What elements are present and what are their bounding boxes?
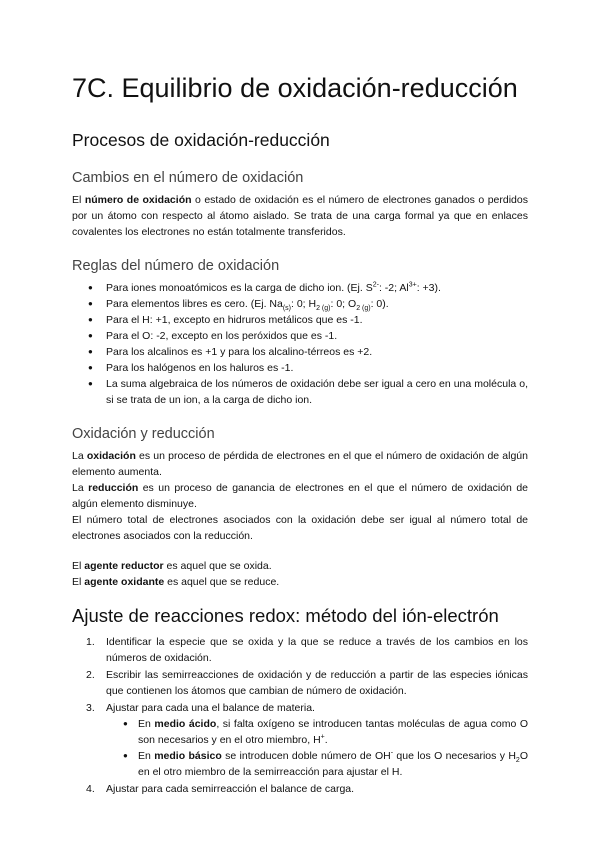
bold-term: oxidación (86, 450, 136, 462)
list-item: ● La suma algebraica de los números de oxidación debe ser igual a cero en una molécula o, si se trata de un ion, a la carga de dicho ion. (106, 376, 528, 408)
text: , si falta oxígeno se introducen tantas moléculas de agua como O son necesarios y en el otro miembro, H (138, 718, 528, 746)
paragraph-agente-reductor (72, 558, 528, 574)
bold-term: número de oxidación (84, 194, 192, 206)
list-item: ● Para el O: -2, excepto en los peróxidos que es -1. (106, 328, 528, 344)
subscript: 2 (515, 757, 520, 765)
text: : 0; O (330, 298, 357, 310)
text: o estado de oxidación es el número de electrones ganados o perdidos por un átomo con respecto al átomo aislado. Se trata de una carga formal ya que en enlaces covalentes los electrones no están totalmente transferidos. (72, 194, 528, 238)
list-item (138, 748, 528, 780)
superscript: 2- (372, 281, 379, 289)
text: O en el otro miembro de la semirreacción para ajustar el H. (138, 750, 528, 778)
superscript: - (390, 749, 394, 757)
paragraph-electrones: El número total de electrones asociados con la oxidación debe ser igual al número total de electrones asociados con la reducción. (72, 514, 528, 542)
section-title-procesos: Procesos de oxidación-reducción (72, 130, 330, 150)
text: Para elementos libres es cero. (Ej. Na (106, 298, 283, 310)
list-item (138, 716, 528, 748)
text: El (72, 560, 85, 572)
text: Ajustar para cada semirreacción el balance de carga. (106, 783, 355, 795)
text: : +3). (416, 282, 441, 294)
text: es un proceso de ganancia de electrones en el que el número de oxidación de algún elemento disminuye. (72, 482, 528, 510)
subscript: 2 (g) (316, 305, 331, 313)
page-title: 7C. Equilibrio de oxidación-reducción (72, 73, 518, 103)
text: El (72, 576, 85, 588)
section-title-ajuste: Ajuste de reacciones redox: método del ión-electrón (72, 605, 499, 626)
step-number: 1. (86, 636, 95, 648)
list-item: ● Para los alcalinos es +1 y para los alcalino-térreos es +2. (106, 344, 528, 360)
step-number: 4. (86, 783, 95, 795)
list-item: ● Para los halógenos en los haluros es -1. (106, 360, 528, 376)
list-item (86, 700, 528, 780)
text: Escribir las semirreacciones de oxidación y de reducción a partir de las especies iónicas que contienen los átomos que cambian de número de oxidación. (106, 669, 528, 697)
subsection-title-oxidacion-reduccion: Oxidación y reducción (72, 426, 215, 442)
step-number: 2. (86, 669, 95, 681)
text: La (72, 482, 89, 494)
list-item (86, 634, 528, 666)
list-item (106, 280, 528, 296)
text: En (138, 750, 155, 762)
list-item: ● Para el H: +1, excepto en hidruros metálicos que es -1. (106, 312, 528, 328)
text: Para iones monoatómicos es la carga de dicho ion. (Ej. S (106, 282, 373, 294)
list-item (86, 667, 528, 699)
bold-term: medio básico (154, 750, 222, 762)
text: es un proceso de pérdida de electrones en el que el número de oxidación de algún elemento aumenta. (72, 450, 528, 478)
sub-list (106, 716, 528, 780)
text: se introducen doble número de OH (221, 750, 391, 762)
text: La (72, 450, 87, 462)
text: es aquel que se reduce. (164, 576, 280, 588)
step-number: 3. (86, 702, 95, 714)
subsection-title-reglas: Reglas del número de oxidación (72, 258, 280, 274)
text: Ajustar para cada una el balance de materia. (106, 702, 315, 714)
text: es aquel que se oxida. (163, 560, 272, 572)
steps-list (72, 634, 528, 797)
paragraph-numero-oxidacion (72, 192, 528, 240)
text: : 0). (370, 298, 389, 310)
list-item (86, 781, 528, 797)
superscript: + (320, 733, 325, 741)
paragraph-reduccion (72, 480, 528, 512)
spacer (72, 544, 528, 558)
text: . (324, 734, 328, 746)
text: El (72, 194, 85, 206)
rules-list (72, 280, 528, 408)
paragraph-oxidacion (72, 448, 528, 480)
subsection-title-cambios: Cambios en el número de oxidación (72, 170, 304, 186)
bold-term: medio ácido (154, 718, 217, 730)
text: que los O necesarios y H (393, 750, 516, 762)
document-content (72, 70, 528, 798)
text: En (138, 718, 155, 730)
subscript: (s) (282, 305, 291, 313)
bold-term: reducción (88, 482, 139, 494)
text: : -2; Al (378, 282, 409, 294)
bold-term: agente reductor (84, 560, 164, 572)
subscript: 2 (g) (356, 305, 371, 313)
text: Identificar la especie que se oxida y la que se reduce a través de los cambios en los números de oxidación. (106, 636, 528, 664)
text: : 0; H (291, 298, 317, 310)
list-item (106, 296, 528, 312)
superscript: 3+ (408, 281, 417, 289)
bold-term: agente oxidante (84, 576, 165, 588)
paragraph-agente-oxidante (72, 574, 528, 590)
